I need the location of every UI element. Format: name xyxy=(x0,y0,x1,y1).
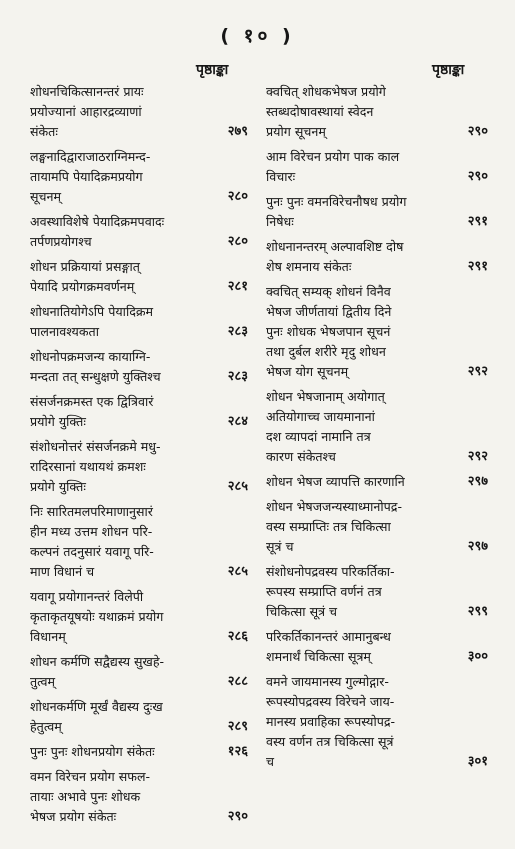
entry-text-line: रूपस्य सम्प्राप्ति वर्णनं तत्र xyxy=(266,584,382,599)
entry-text-line: शोधन भेषजानाम् अयोगात् xyxy=(266,389,385,404)
entry-text-line: पुनः पुनः वमनविरेचनौषध प्रयोग xyxy=(266,194,407,209)
index-entry xyxy=(266,282,488,382)
entry-text-line: वमने जायमानस्य गुल्मोद्गार- xyxy=(266,674,389,689)
entry-page-number: २९२ xyxy=(467,449,488,464)
entry-page-number: २८५ xyxy=(227,479,248,494)
entry-text-line: भेषज योग सूचनम् xyxy=(266,364,349,379)
entry-page-number: २९१ xyxy=(467,214,488,229)
index-entry xyxy=(30,257,248,297)
entry-page-number: २९७ xyxy=(467,539,488,554)
column-header-right: पृष्ठाङ्का xyxy=(432,62,465,78)
entry-page-number: २७९ xyxy=(227,124,248,139)
entry-text-line: परिकर्तिकानन्तरं आमानुबन्ध xyxy=(266,629,391,644)
entry-text-line: तथा दुर्बल शरीरे मृदु शोधन xyxy=(266,344,386,359)
index-entry xyxy=(30,212,248,252)
entry-page-number: २८० xyxy=(227,189,248,204)
entry-text-line: तायामपि पेयादिक्रमप्रयोग xyxy=(30,169,143,184)
entry-text-line: शोधन भेषज व्यापत्ति कारणानि xyxy=(266,474,405,489)
entry-text-line: सूचनम् xyxy=(30,189,62,204)
index-entry xyxy=(30,82,248,142)
entry-text-line: निः सारितमलपरिमाणानुसारं xyxy=(30,504,153,519)
entry-text-line: प्रयोगे युक्तिः xyxy=(30,479,86,494)
entry-page-number: २९१ xyxy=(467,259,488,274)
entry-text-line: कल्पनं तदनुसारं यवागू परि- xyxy=(30,544,154,559)
index-entry xyxy=(266,147,488,187)
page-number: ( १० ) xyxy=(220,25,295,47)
entry-page-number: ३०० xyxy=(467,649,488,664)
entry-text-line: सूत्रं च xyxy=(266,539,294,554)
entry-text-line: शोधनकर्मणि मूर्खं वैद्यस्य दुःख xyxy=(30,699,163,714)
entry-text-line: दश व्यापदां नामानि तत्र xyxy=(266,429,371,444)
index-entry xyxy=(30,742,248,762)
entry-text-line: शोधन प्रक्रियायां प्रसङ्गात् xyxy=(30,259,140,274)
index-entry xyxy=(266,237,488,277)
entry-page-number: २८५ xyxy=(227,564,248,579)
entry-text-line: संसर्जनक्रमस्त एक द्वित्रिवारं xyxy=(30,394,154,409)
index-entry xyxy=(266,627,488,667)
entry-text-line: निषेधः xyxy=(266,214,294,229)
entry-page-number: २८९ xyxy=(227,719,248,734)
index-entry xyxy=(266,562,488,622)
index-entry xyxy=(266,82,488,142)
entry-text-line: संशोधनोपद्रवस्य परिकर्तिका- xyxy=(266,564,395,579)
entry-page-number: २९० xyxy=(467,124,488,139)
entry-text-line: शोधनचिकित्सानन्तरं प्रायः xyxy=(30,84,144,99)
entry-text-line: भेषज जीर्णतायां द्वितीय दिने xyxy=(266,304,392,319)
index-entry xyxy=(30,347,248,387)
entry-page-number: २८० xyxy=(227,234,248,249)
entry-text-line: तुत्वम् xyxy=(30,674,56,689)
entry-page-number: २८६ xyxy=(227,629,248,644)
index-entry xyxy=(266,472,488,492)
entry-page-number: २९९ xyxy=(467,604,488,619)
index-entry xyxy=(266,497,488,557)
index-entry xyxy=(30,652,248,692)
entry-page-number: २९० xyxy=(227,809,248,824)
column-header-left: पृष्ठाङ्का xyxy=(196,62,229,78)
entry-text-line: संशोधनोत्तरं संसर्जनक्रमे मधु- xyxy=(30,439,161,454)
entry-text-line: मानस्य प्रवाहिका रूपस्योपद्र- xyxy=(266,714,396,729)
index-entry xyxy=(30,302,248,342)
entry-text-line: वमन विरेचन प्रयोग सफल- xyxy=(30,769,151,784)
entry-text-line: मन्दता तत् सन्धुक्षणे युक्तिश्च xyxy=(30,369,161,384)
entry-text-line: कृताकृतयूषयोः यथाक्रमं प्रयोग xyxy=(30,609,164,624)
entry-page-number: ३०१ xyxy=(467,754,488,769)
entry-text-line: कारण संकेतश्च xyxy=(266,449,336,464)
entry-page-number: २९० xyxy=(467,169,488,184)
entry-text-line: चिकित्सा सूत्रं च xyxy=(266,604,338,619)
entry-page-number: २८३ xyxy=(227,369,248,384)
entry-text-line: विधानम् xyxy=(30,629,66,644)
entry-page-number: २८१ xyxy=(227,279,248,294)
entry-text-line: अवस्थाविशेषे पेयादिक्रमपवादः xyxy=(30,214,165,229)
entry-text-line: प्रयोगे युक्तिः xyxy=(30,414,86,429)
entry-text-line: रादिरसानां यथायथं क्रमशः xyxy=(30,459,146,474)
entry-text-line: क्वचित् सम्यक् शोधनं विनैव xyxy=(266,284,391,299)
entry-text-line: स्तब्धदोषावस्थायां स्वेदन xyxy=(266,104,374,119)
entry-text-line: शोधनोपक्रमजन्य कायाग्नि- xyxy=(30,349,151,364)
left-column xyxy=(30,82,248,832)
entry-text-line: लङ्घनादिद्वाराजाठराग्निमन्द- xyxy=(30,149,151,164)
index-entry xyxy=(30,437,248,497)
entry-text-line: वस्य सम्प्राप्तिः तत्र चिकित्सा xyxy=(266,519,391,534)
entry-text-line: तर्पणप्रयोगश्च xyxy=(30,234,92,249)
entry-page-number: २९७ xyxy=(467,474,488,489)
index-entry xyxy=(30,767,248,827)
index-entry xyxy=(30,587,248,647)
entry-page-number: २९२ xyxy=(467,364,488,379)
index-entry xyxy=(266,387,488,467)
entry-text-line: वस्य वर्णन तत्र चिकित्सा सूत्रं xyxy=(266,734,394,749)
entry-text-line: तायाः अभावे पुनः शोधक xyxy=(30,789,141,804)
entry-text-line: आम विरेचन प्रयोग पाक काल xyxy=(266,149,400,164)
entry-text-line: पेयादि प्रयोगक्रमवर्णनम् xyxy=(30,279,135,294)
entry-text-line: संकेतः xyxy=(30,124,58,139)
entry-page-number: २८८ xyxy=(227,674,248,689)
entry-text-line: भेषज प्रयोग संकेतः xyxy=(30,809,117,824)
entry-text-line: प्रयोग सूचनम् xyxy=(266,124,326,139)
entry-text-line: रूपस्योपद्रवस्य विरेचने जाय- xyxy=(266,694,395,709)
entry-text-line: यवागू प्रयोगानन्तरं विलेपी xyxy=(30,589,144,604)
entry-text-line: हीन मध्य उत्तम शोधन परि- xyxy=(30,524,153,539)
entry-text-line: शोधन भेषजजन्यस्याध्मानोपद्र- xyxy=(266,499,403,514)
entry-text-line: शोधन कर्मणि सद्वैद्यस्य सुखहे- xyxy=(30,654,165,669)
right-column xyxy=(266,82,488,777)
entry-page-number: १२६ xyxy=(227,744,248,759)
entry-text-line: शोधनातियोगेऽपि पेयादिक्रम xyxy=(30,304,154,319)
entry-page-number: २८३ xyxy=(227,324,248,339)
entry-text-line: प्रयोज्यानां आहारद्रव्याणां xyxy=(30,104,142,119)
entry-text-line: शमनार्थं चिकित्सा सूत्रम् xyxy=(266,649,371,664)
entry-text-line: च xyxy=(266,754,274,769)
entry-text-line: पुनः शोधक भेषजपान सूचनं xyxy=(266,324,391,339)
index-entry xyxy=(30,502,248,582)
entry-text-line: अतियोगाच्च जायमानानां xyxy=(266,409,375,424)
entry-text-line: पालनावश्यकता xyxy=(30,324,99,339)
entry-text-line: शोधनानन्तरम् अल्पावशिष्ट दोष xyxy=(266,239,404,254)
entry-text-line: क्वचित् शोधकभेषज प्रयोगे xyxy=(266,84,386,99)
entry-text-line: विचारः xyxy=(266,169,296,184)
index-entry xyxy=(266,192,488,232)
entry-text-line: पुनः पुनः शोधनप्रयोग संकेतः xyxy=(30,744,155,759)
entry-text-line: माण विधानं च xyxy=(30,564,95,579)
index-entry xyxy=(30,697,248,737)
index-entry xyxy=(30,147,248,207)
entry-text-line: हेतुत्वम् xyxy=(30,719,62,734)
entry-page-number: २८४ xyxy=(227,414,248,429)
index-entry xyxy=(30,392,248,432)
entry-text-line: शेष शमनाय संकेतः xyxy=(266,259,352,274)
index-entry xyxy=(266,672,488,772)
